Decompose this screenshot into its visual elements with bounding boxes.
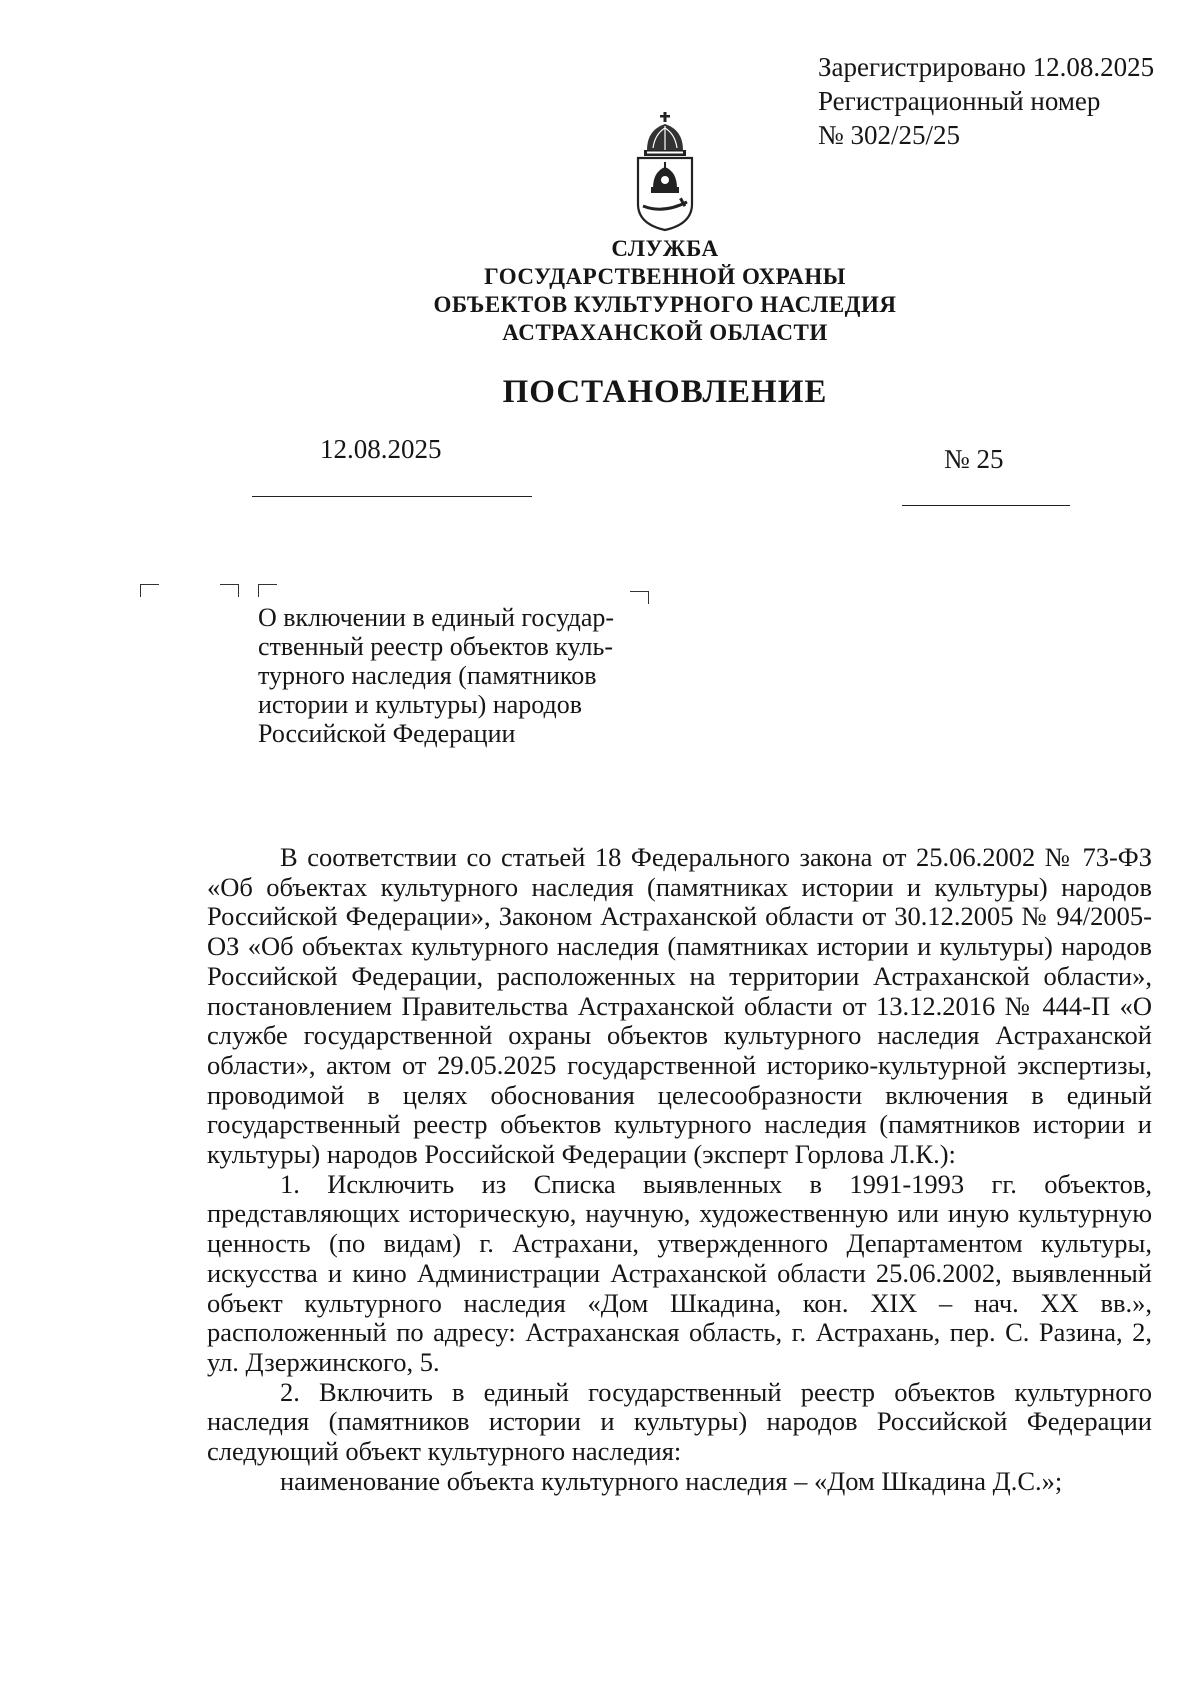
item-2-paragraph: 2. Включить в единый государственный реестр объектов культурного наследия (памятников истории и культуры) народов Российской Федерации следующий объект культурного наследия: [207,1376,1152,1467]
organization-line-1: СЛУЖБА [611,236,719,261]
date-underline [252,496,532,497]
corner-mark [258,584,277,597]
astrakhan-coat-of-arms-icon [633,112,697,234]
corner-mark [140,584,159,597]
organization-line-2: ГОСУДАРСТВЕННОЙ ОХРАНЫ [484,264,846,289]
registration-number: № 302/25/25 [818,120,961,150]
document-body [207,843,1152,1496]
document-date: 12.08.2025 [320,434,442,464]
corner-mark [220,584,239,597]
document-subject [258,603,678,748]
organization-line-3: ОБЪЕКТОВ КУЛЬТУРНОГО НАСЛЕДИЯ [433,292,897,317]
item-1-paragraph: 1. Исключить из Списка выявленных в 1991-1993 гг. объектов, представляющих историческую, научную, художественную или иную культурную ценность (по видам) г. Астрахани, утвержденного Департаментом культуры, искусства и кино Администрации Астраханской области 25.06.2002, выявленный объект культурного наследия «Дом Шкадина, кон. XIX – нач. XX вв.», расположенный по адресу: Астраханская область, г. Астрахань, пер. С. Разина, 2, ул. Дзержинского, 5. [207,1168,1152,1377]
preamble-paragraph: В соответствии со статьей 18 Федерального закона от 25.06.2002 № 73-ФЗ «Об объектах культурного наследия (памятниках истории и культуры) народов Российской Федерации», Законом Астраханской области от 30.12.2005 № 94/2005-ОЗ «Об объектах культурного наследия (памятниках истории и культуры) народов Российской Федерации, расположенных на территории Астраханской области», постановлением Правительства Астраханской области от 13.12.2016 № 444-П «О службе государственной охраны объектов культурного наследия Астраханской области», актом от 29.05.2025 государственной историко-культурной экспертизы, проводимой в целях обоснования целесообразности включения в единый государственный реестр объектов культурного наследия (памятников истории и культуры) народов Российской Федерации (эксперт Горлова Л.К.): [207,842,1152,1170]
document-number: № 25 [944,444,1004,474]
number-underline [902,505,1070,506]
registration-label: Регистрационный номер [818,86,1101,116]
document-type: ПОСТАНОВЛЕНИЕ [502,374,828,410]
registration-date: Зарегистрировано 12.08.2025 [818,52,1155,82]
subject-line-2: ственный реестр объектов куль- [258,632,613,661]
organization-line-4: АСТРАХАНСКОЙ ОБЛАСТИ [502,320,828,345]
item-2-name-paragraph: наименование объекта культурного наследия – «Дом Шкадина Д.С.»; [280,1465,1063,1496]
subject-line-4: истории и культуры) народов [258,690,583,719]
subject-line-3: турного наследия (памятников [258,661,597,690]
registration-stamp [818,50,1154,152]
subject-line-1: О включении в единый государ- [258,603,615,632]
subject-line-5: Российской Федерации [258,719,516,748]
organization-name [300,235,1030,347]
